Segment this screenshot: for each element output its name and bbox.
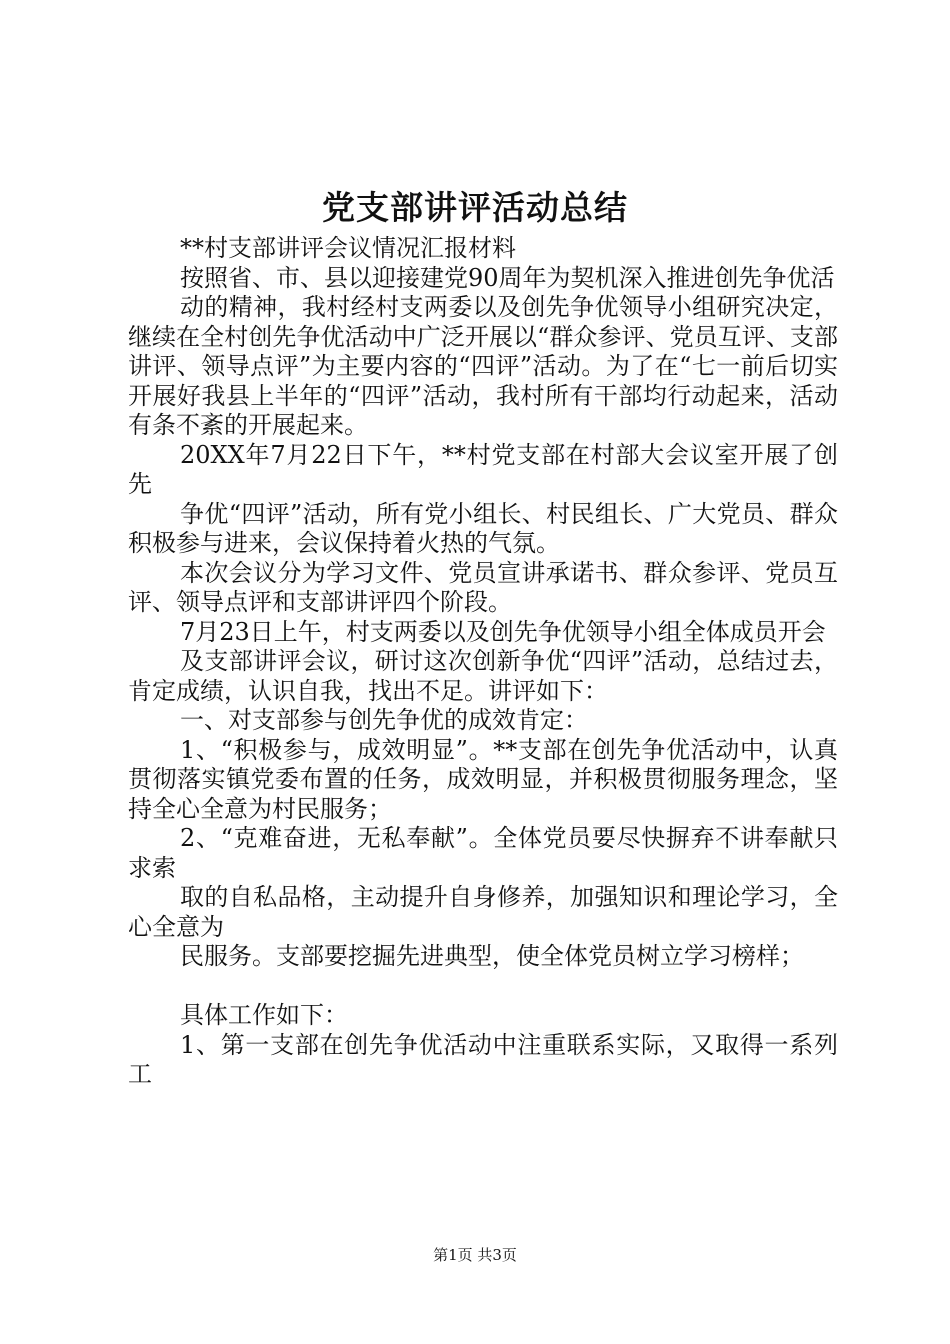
- paragraph: 7月23日上午，村支两委以及创先争优领导小组全体成员开会: [180, 617, 826, 646]
- paragraph: 2、“克难奋进，无私奉献”。全体党员要尽快摒弃不讲奉献只求索: [128, 824, 838, 882]
- paragraph: 1、“积极参与，成效明显”。**支部在创先争优活动中，认真贯彻落实镇党委布置的任务，成效明显，并积极贯彻服务理念，坚持全心全意为村民服务；: [128, 735, 838, 823]
- page-footer: 第1页 共3页: [433, 1246, 517, 1264]
- paragraph: 争优“四评”活动，所有党小组长、村民组长、广大党员、群众积极参与进来，会议保持着火热的气氛。: [128, 499, 838, 557]
- paragraph: 1、第一支部在创先争优活动中注重联系实际，又取得一系列工: [128, 1030, 838, 1088]
- paragraph: 民服务。支部要挖掘先进典型，使全体党员树立学习榜样；: [180, 942, 804, 970]
- paragraph: 20XX年7月22日下午，**村党支部在村部大会议室开展了创先: [128, 440, 838, 498]
- paragraph: 本次会议分为学习文件、党员宣讲承诺书、群众参评、党员互评、领导点评和支部讲评四个阶段。: [128, 558, 838, 616]
- paragraph: **村支部讲评会议情况汇报材料: [180, 234, 516, 262]
- paragraph: 取的自私品格，主动提升自身修养，加强知识和理论学习，全心全意为: [128, 883, 838, 941]
- paragraph: 及支部讲评会议，研讨这次创新争优“四评”活动，总结过去，肯定成绩，认识自我，找出不足。讲评如下：: [128, 647, 838, 705]
- document-title: 党支部讲评活动总结: [322, 188, 628, 227]
- blank-line: [128, 972, 838, 1002]
- paragraph: 动的精神，我村经村支两委以及创先争优领导小组研究决定，继续在全村创先争优活动中广泛开展以“群众参评、党员互评、支部讲评、领导点评”为主要内容的“四评”活动。为了在“七一前后切实开展好我县上半年的“四评”活动，我村所有干部均行动起来，活动有条不紊的开展起来。: [128, 293, 838, 439]
- paragraph: 一、对支部参与创先争优的成效肯定：: [180, 706, 588, 734]
- paragraph: 具体工作如下：: [180, 1001, 348, 1029]
- paragraph: 按照省、市、县以迎接建党90周年为契机深入推进创先争优活: [180, 263, 835, 292]
- document-body: [128, 234, 838, 1090]
